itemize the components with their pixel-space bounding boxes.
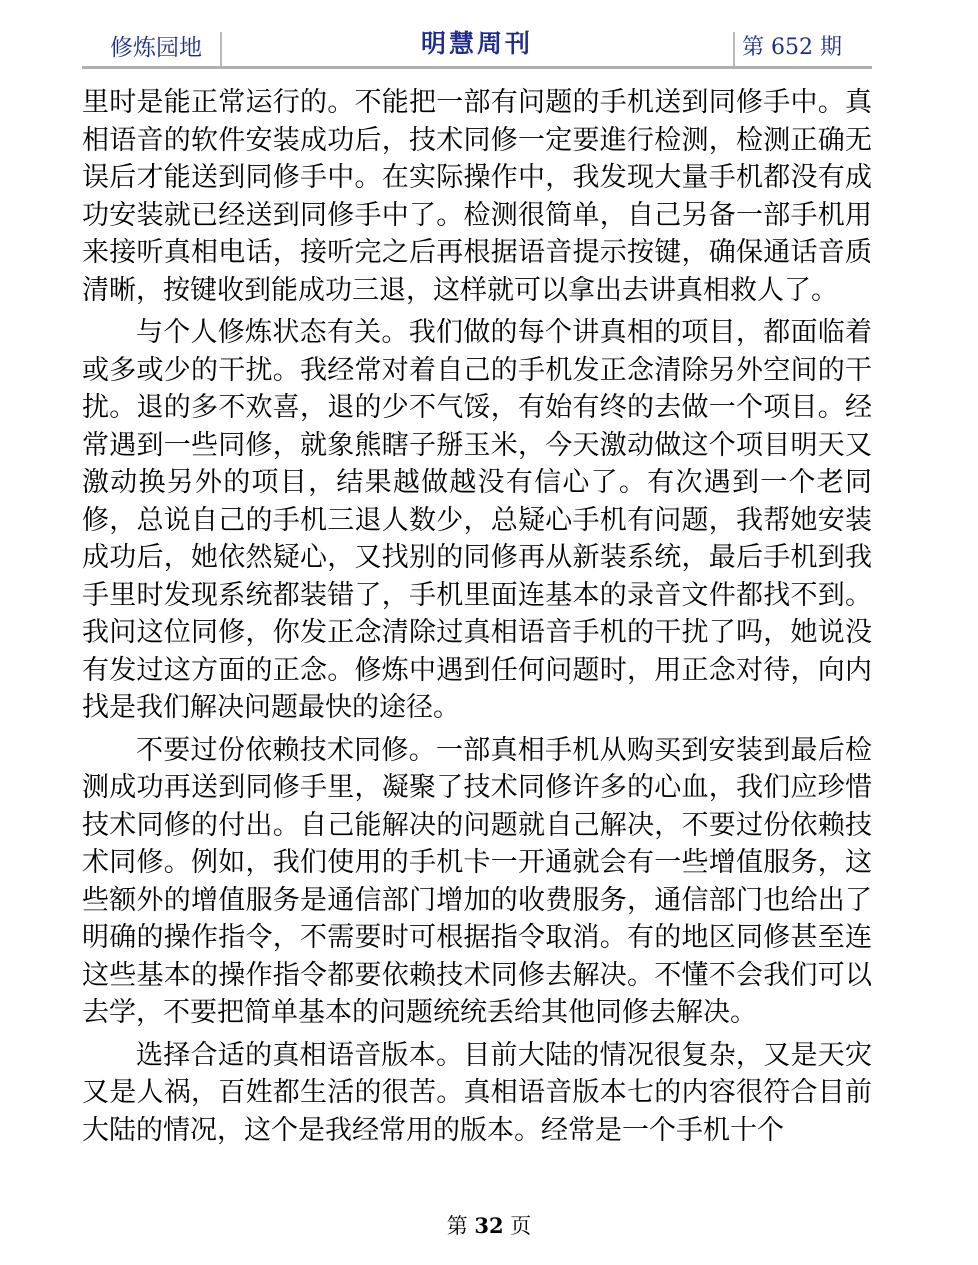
page-label-prefix: 第 [446, 1214, 468, 1238]
page-header [82, 30, 872, 66]
paragraph-continued: 里时是能正常运行的。不能把一部有问题的手机送到同修手中。真相语音的软件安装成功后，技术同修一定要進行检测，检测正确无误后才能送到同修手中。在实际操作中，我发现大量手机都没有成功安装就已经送到同修手中了。检测很简单，自己另备一部手机用来接听真相电话，接听完之后再根据语音提示按键，确保通话音质清晰，按键收到能成功三退，这样就可以拿出去讲真相救人了。 [82, 87, 872, 306]
header-rule [82, 66, 872, 69]
publication-title: 明慧周刊 [420, 29, 533, 58]
page-footer [0, 1210, 978, 1240]
section-name: 修炼园地 [110, 35, 202, 61]
header-divider-right [733, 32, 735, 66]
issue-number: 第 652 期 [742, 35, 842, 60]
paragraph: 不要过份依赖技术同修。一部真相手机从购买到安装到最后检测成功再送到同修手里，凝聚了技术同修许多的心血，我们应珍惜技术同修的付出。自己能解决的问题就自己解决，不要过份依赖技术同修。例如，我们使用的手机卡一开通就会有一些增值服务，这些额外的增值服务是通信部门增加的收费服务，通信部门也给出了明确的操作指令，不需要时可根据指令取消。有的地区同修甚至连这些基本的操作指令都要依赖技术同修去解决。不懂不会我们可以去学，不要把简单基本的问题统统丢给其他同修去解决。 [82, 734, 872, 1028]
article-body [82, 84, 872, 1154]
page-number: 32 [474, 1213, 504, 1238]
page-label-suffix: 页 [510, 1214, 532, 1238]
paragraph: 选择合适的真相语音版本。目前大陆的情况很复杂，又是天灾又是人祸，百姓都生活的很苦。真相语音版本七的内容很符合目前大陆的情况，这个是我经常用的版本。经常是一个手机十个 [82, 1039, 872, 1146]
paragraph: 与个人修炼状态有关。我们做的每个讲真相的项目，都面临着或多或少的干扰。我经常对着自己的手机发正念清除另外空间的干扰。退的多不欢喜，退的少不气馁，有始有终的去做一个项目。经常遇到一些同修，就象熊瞎子掰玉米，今天激动做这个项目明天又激动换另外的项目，结果越做越没有信心了。有次遇到一个老同修，总说自己的手机三退人数少，总疑心手机有问题，我帮她安装成功后，她依然疑心，又找别的同修再从新装系统，最后手机到我手里时发现系统都装错了，手机里面连基本的录音文件都找不到。我问这位同修，你发正念清除过真相语音手机的干扰了吗，她说没有发过这方面的正念。修炼中遇到任何问题时，用正念对待，向内找是我们解决问题最快的途径。 [82, 317, 872, 723]
